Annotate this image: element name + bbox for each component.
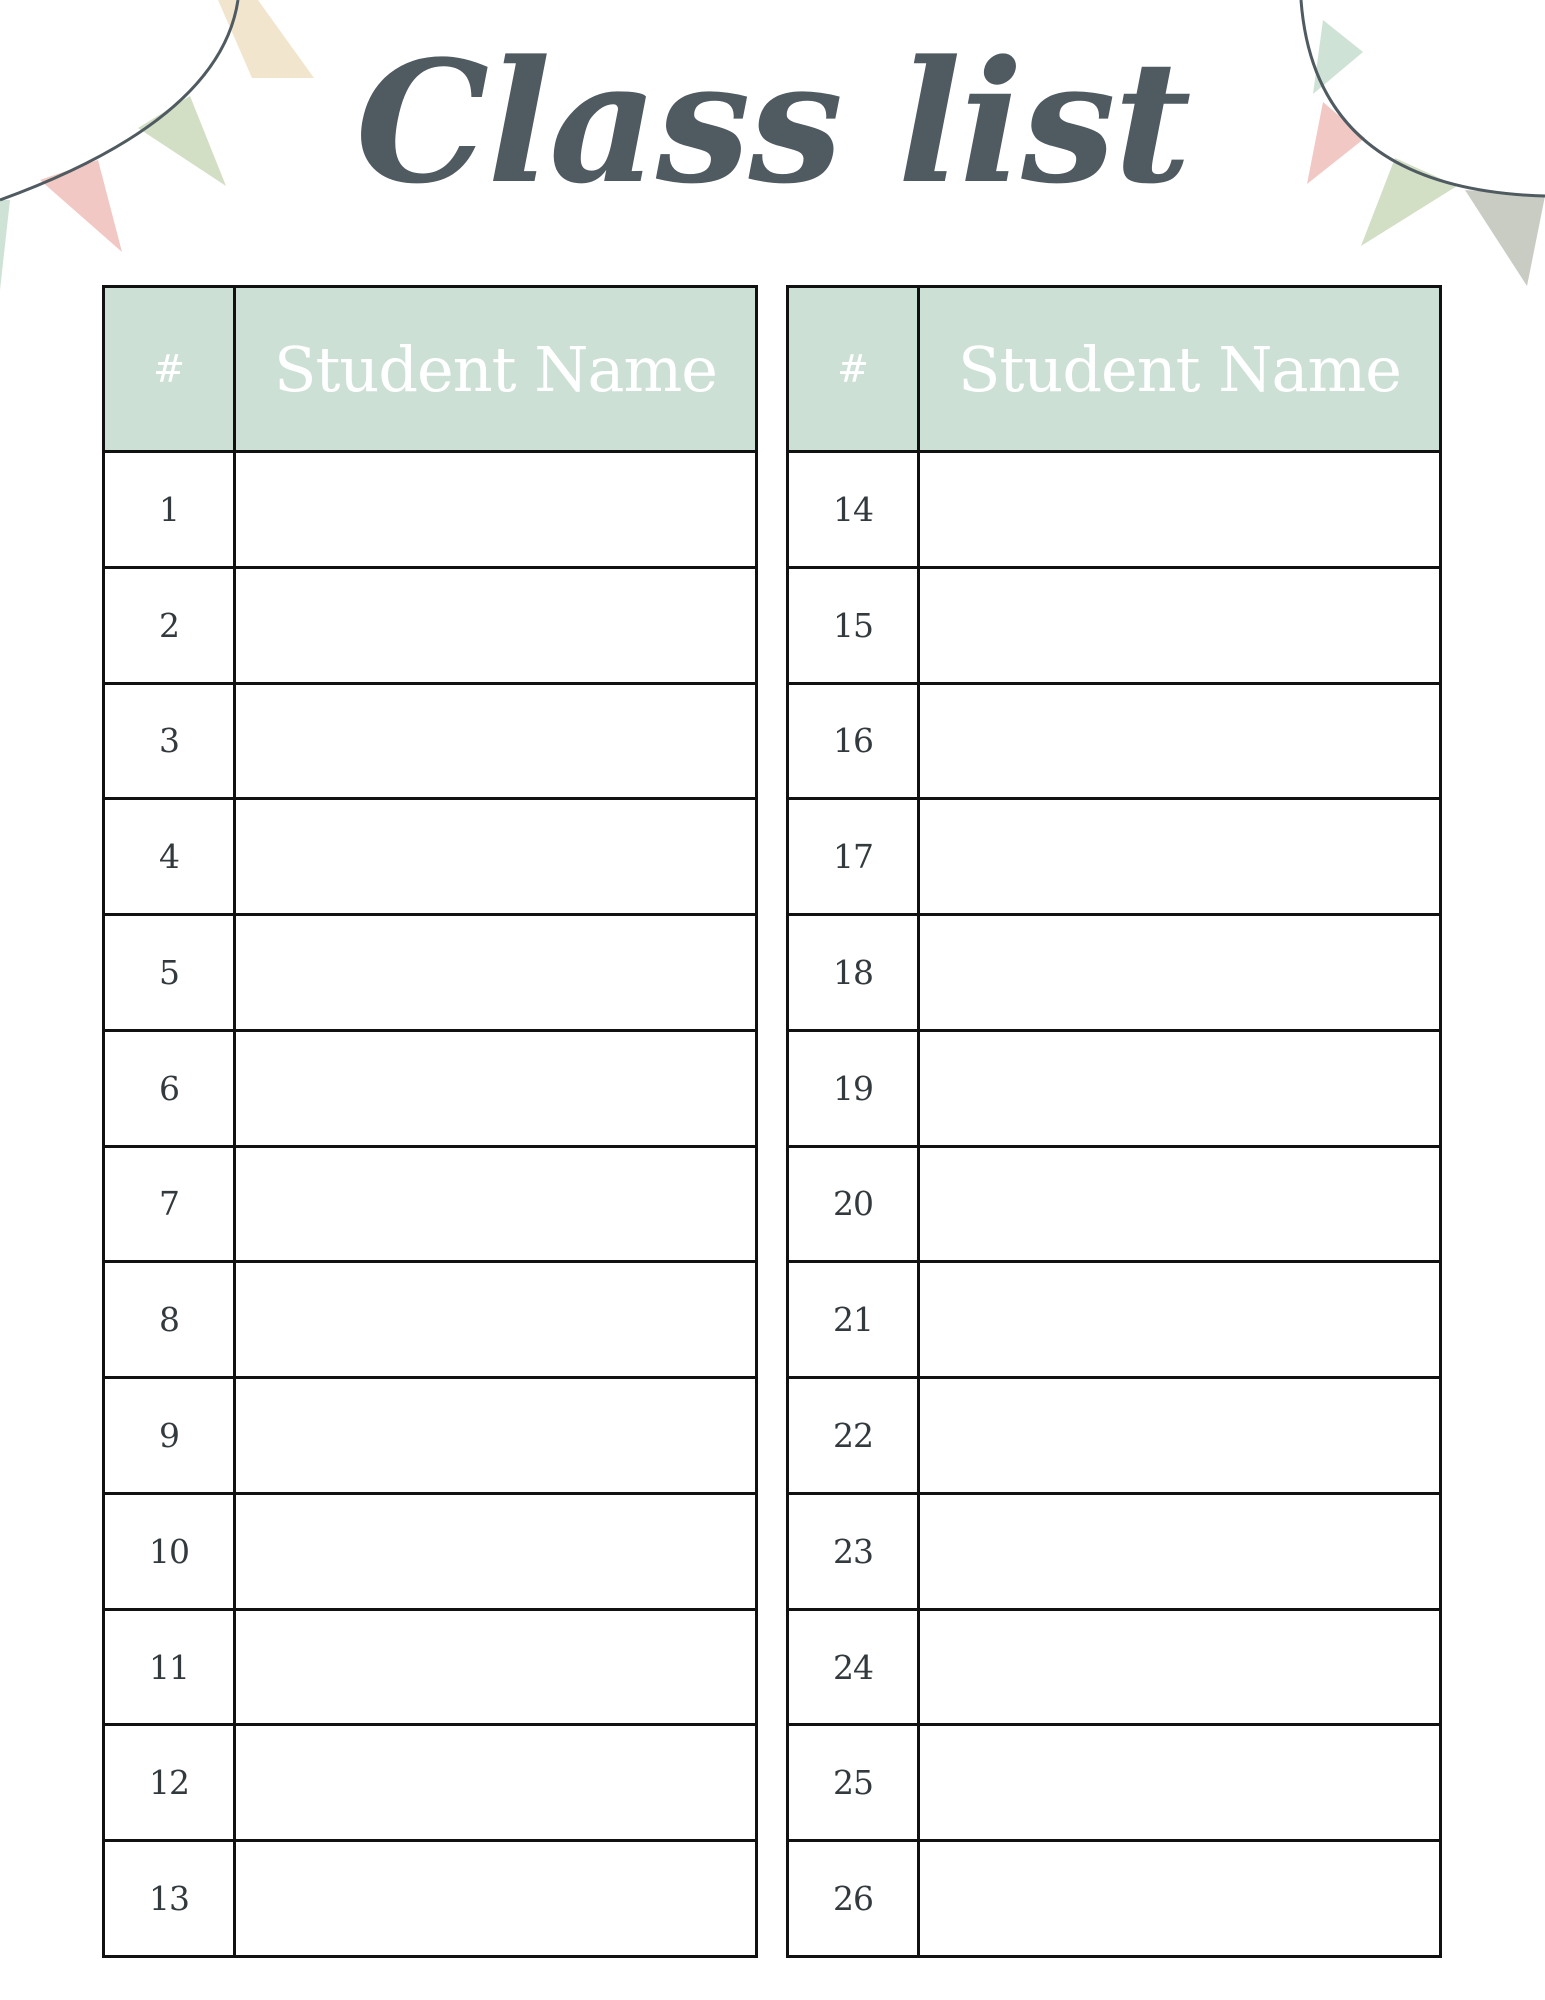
student-name-cell[interactable]: [235, 1725, 757, 1841]
row-number: 26: [788, 1841, 919, 1957]
table-row: [104, 1493, 757, 1609]
row-number: 24: [788, 1609, 919, 1725]
student-name-cell[interactable]: [235, 799, 757, 915]
student-name-cell[interactable]: [235, 915, 757, 1031]
row-number: 13: [104, 1841, 235, 1957]
row-number: 16: [788, 683, 919, 799]
student-name-cell[interactable]: [919, 799, 1441, 915]
student-name-cell[interactable]: [919, 1725, 1441, 1841]
table-row: [788, 1609, 1441, 1725]
number-column-header: #: [788, 287, 919, 452]
table-row: [788, 915, 1441, 1031]
row-number: 25: [788, 1725, 919, 1841]
student-name-cell[interactable]: [235, 1030, 757, 1146]
student-name-cell[interactable]: [919, 1378, 1441, 1494]
student-name-cell[interactable]: [919, 1030, 1441, 1146]
table-row: [104, 683, 757, 799]
student-name-cell[interactable]: [919, 567, 1441, 683]
table-row: [104, 1262, 757, 1378]
table-row: [788, 567, 1441, 683]
student-name-cell[interactable]: [235, 1493, 757, 1609]
row-number: 23: [788, 1493, 919, 1609]
student-name-cell[interactable]: [919, 915, 1441, 1031]
student-name-column-header: Student Name: [235, 287, 757, 452]
row-number: 20: [788, 1146, 919, 1262]
student-name-cell[interactable]: [919, 1493, 1441, 1609]
row-number: 11: [104, 1609, 235, 1725]
table-row: [788, 1146, 1441, 1262]
table-row: [104, 1609, 757, 1725]
student-name-cell[interactable]: [235, 452, 757, 568]
row-number: 15: [788, 567, 919, 683]
student-name-cell[interactable]: [919, 1262, 1441, 1378]
row-number: 22: [788, 1378, 919, 1494]
table-row: [788, 799, 1441, 915]
row-number: 10: [104, 1493, 235, 1609]
student-name-cell[interactable]: [235, 683, 757, 799]
table-header-row: [788, 287, 1441, 452]
pennant-mint: [0, 200, 10, 290]
table-row: [788, 1030, 1441, 1146]
table-row: [788, 1841, 1441, 1957]
row-number: 5: [104, 915, 235, 1031]
student-name-cell[interactable]: [919, 1609, 1441, 1725]
table-row: [104, 1378, 757, 1494]
row-number: 21: [788, 1262, 919, 1378]
student-name-cell[interactable]: [919, 1841, 1441, 1957]
student-name-cell[interactable]: [235, 1146, 757, 1262]
row-number: 17: [788, 799, 919, 915]
student-name-cell[interactable]: [235, 567, 757, 683]
row-number: 14: [788, 452, 919, 568]
table-row: [788, 1262, 1441, 1378]
table-row: [104, 452, 757, 568]
row-number: 8: [104, 1262, 235, 1378]
student-name-cell[interactable]: [235, 1378, 757, 1494]
table-row: [788, 1378, 1441, 1494]
table-row: [104, 1725, 757, 1841]
roster-table-left: [102, 285, 758, 1958]
table-row: [104, 1841, 757, 1957]
student-name-cell[interactable]: [235, 1262, 757, 1378]
row-number: 18: [788, 915, 919, 1031]
row-number: 2: [104, 567, 235, 683]
table-row: [788, 1725, 1441, 1841]
table-row: [104, 1030, 757, 1146]
row-number: 6: [104, 1030, 235, 1146]
row-number: 9: [104, 1378, 235, 1494]
student-name-cell[interactable]: [235, 1609, 757, 1725]
student-name-cell[interactable]: [919, 452, 1441, 568]
page-title: Class list: [355, 23, 1190, 221]
table-row: [104, 915, 757, 1031]
student-name-cell[interactable]: [919, 1146, 1441, 1262]
table-row: [788, 683, 1441, 799]
student-name-column-header: Student Name: [919, 287, 1441, 452]
student-name-cell[interactable]: [235, 1841, 757, 1957]
table-row: [104, 1146, 757, 1262]
roster-table-right: [786, 285, 1442, 1958]
row-number: 3: [104, 683, 235, 799]
table-row: [788, 452, 1441, 568]
row-number: 1: [104, 452, 235, 568]
table-row: [104, 567, 757, 683]
student-name-cell[interactable]: [919, 683, 1441, 799]
row-number: 7: [104, 1146, 235, 1262]
row-number: 19: [788, 1030, 919, 1146]
number-column-header: #: [104, 287, 235, 452]
row-number: 12: [104, 1725, 235, 1841]
table-row: [788, 1493, 1441, 1609]
row-number: 4: [104, 799, 235, 915]
table-header-row: [104, 287, 757, 452]
table-row: [104, 799, 757, 915]
